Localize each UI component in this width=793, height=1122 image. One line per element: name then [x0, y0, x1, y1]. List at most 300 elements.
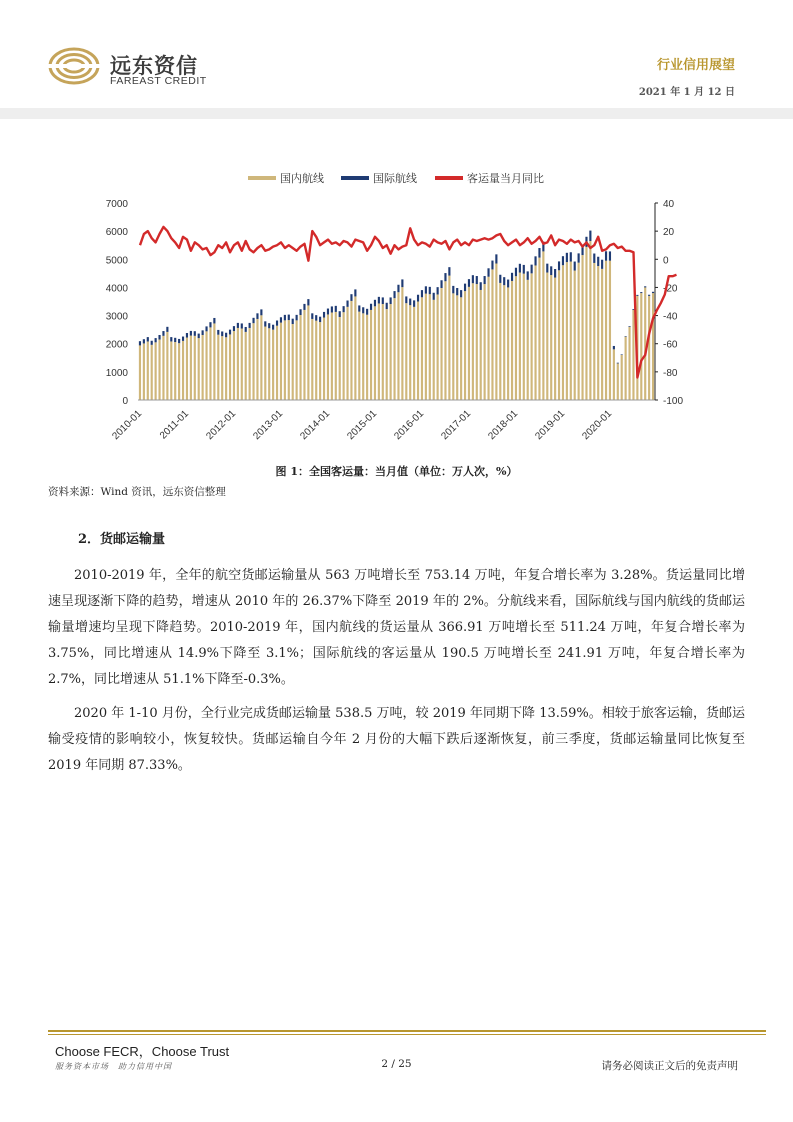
- domestic-bar: [527, 280, 529, 400]
- domestic-bar: [346, 307, 348, 400]
- x-tick-label: 2019-01: [533, 408, 568, 443]
- international-bar: [476, 276, 478, 284]
- international-bar: [429, 287, 431, 294]
- international-bar: [158, 335, 160, 340]
- domestic-bar: [652, 293, 654, 400]
- domestic-bar: [202, 335, 204, 400]
- domestic-bar: [597, 266, 599, 400]
- legend-swatch-3: [435, 176, 463, 180]
- international-bar: [527, 271, 529, 279]
- international-bar: [448, 267, 450, 275]
- international-bar: [511, 273, 513, 281]
- domestic-bar: [190, 336, 192, 400]
- header-divider: [0, 108, 793, 119]
- domestic-bar: [174, 342, 176, 400]
- international-bar: [589, 231, 591, 241]
- x-tick-label: 2018-01: [486, 408, 521, 443]
- international-bar: [460, 290, 462, 297]
- domestic-bar: [534, 265, 536, 400]
- domestic-bar: [632, 310, 634, 400]
- footer-disclaimer: 请务必阅读正文后的免责声明: [601, 1060, 738, 1072]
- international-bar: [538, 248, 540, 258]
- international-bar: [452, 286, 454, 293]
- international-bar: [562, 256, 564, 265]
- domestic-bar: [252, 323, 254, 400]
- international-bar: [574, 262, 576, 271]
- domestic-bar: [209, 327, 211, 400]
- international-bar: [378, 297, 380, 304]
- international-bar: [233, 326, 235, 331]
- domestic-bar: [417, 302, 419, 401]
- x-tick-label: 2015-01: [345, 408, 380, 443]
- international-bar: [276, 320, 278, 325]
- international-bar: [554, 269, 556, 278]
- international-bar: [311, 313, 313, 319]
- legend-label-1: 国内航线: [280, 172, 324, 185]
- x-tick-label: 2010-01: [110, 408, 145, 443]
- domestic-bar: [284, 320, 286, 400]
- international-bar: [268, 323, 270, 328]
- domestic-bar: [425, 294, 427, 400]
- domestic-bar: [323, 318, 325, 400]
- domestic-bar: [393, 298, 395, 400]
- left-tick-label: 1000: [105, 367, 128, 379]
- domestic-bar: [339, 317, 341, 400]
- domestic-bar: [421, 297, 423, 400]
- brand-name-en: FAREAST CREDIT: [110, 75, 207, 87]
- domestic-bar: [382, 304, 384, 400]
- domestic-bar: [272, 330, 274, 400]
- domestic-bar: [401, 287, 403, 400]
- x-tick-label: 2014-01: [298, 408, 333, 443]
- domestic-bar: [268, 328, 270, 400]
- international-bar: [307, 299, 309, 305]
- international-bar: [147, 337, 149, 341]
- legend-label-3: 客运量当月同比: [467, 172, 544, 185]
- domestic-bar: [531, 273, 533, 400]
- international-bar: [534, 256, 536, 265]
- domestic-bar: [213, 323, 215, 400]
- domestic-bar: [315, 321, 317, 400]
- domestic-bar: [613, 349, 615, 400]
- domestic-bar: [147, 341, 149, 400]
- domestic-bar: [519, 273, 521, 400]
- international-bar: [503, 277, 505, 285]
- page-number: 2 / 25: [381, 1058, 412, 1070]
- domestic-bar: [260, 315, 262, 400]
- footer-tagline: 服务资本市场 助力信用中国: [55, 1062, 172, 1071]
- domestic-bar: [354, 296, 356, 400]
- chart-legend: [248, 171, 544, 185]
- domestic-bar: [625, 337, 627, 400]
- international-bar: [570, 252, 572, 261]
- international-bar: [229, 330, 231, 335]
- domestic-bar: [542, 251, 544, 400]
- international-bar: [625, 336, 627, 337]
- domestic-bar: [182, 341, 184, 400]
- domestic-bar: [585, 247, 587, 400]
- left-tick-label: 6000: [105, 227, 128, 239]
- domestic-bar: [205, 331, 207, 400]
- yoy-line: [140, 227, 677, 378]
- international-bar: [421, 290, 423, 297]
- domestic-bar: [495, 264, 497, 400]
- domestic-bar: [151, 345, 153, 400]
- international-bar: [296, 315, 298, 320]
- international-bar: [456, 288, 458, 295]
- footer-divider: [48, 1030, 766, 1032]
- international-bar: [319, 317, 321, 322]
- domestic-bar: [628, 327, 630, 400]
- domestic-bar: [538, 258, 540, 400]
- international-bar: [241, 323, 243, 328]
- domestic-bar: [162, 336, 164, 400]
- international-bar: [499, 275, 501, 283]
- domestic-bar: [307, 305, 309, 400]
- source-note: 资料来源：Wind 资讯，远东资信整理: [48, 486, 226, 498]
- domestic-bar: [640, 293, 642, 400]
- international-bar: [566, 253, 568, 262]
- international-bar: [237, 323, 239, 328]
- domestic-bar: [476, 284, 478, 400]
- domestic-bar: [256, 319, 258, 400]
- domestic-bar: [292, 324, 294, 400]
- international-bar: [597, 257, 599, 266]
- domestic-bar: [358, 312, 360, 400]
- domestic-bar: [581, 255, 583, 400]
- international-bar: [252, 318, 254, 323]
- domestic-bar: [437, 294, 439, 400]
- international-bar: [221, 331, 223, 336]
- international-bar: [433, 293, 435, 300]
- international-bar: [358, 305, 360, 311]
- domestic-bar: [480, 290, 482, 400]
- international-bar: [213, 318, 215, 323]
- domestic-bar: [405, 303, 407, 400]
- international-bar: [162, 331, 164, 336]
- international-bar: [366, 309, 368, 315]
- international-bar: [401, 279, 403, 287]
- international-bar: [209, 322, 211, 327]
- domestic-bar: [550, 275, 552, 400]
- domestic-bar: [617, 363, 619, 400]
- international-bar: [343, 306, 345, 312]
- domestic-bar: [429, 294, 431, 400]
- domestic-bar: [433, 300, 435, 400]
- international-bar: [346, 301, 348, 307]
- international-bar: [628, 326, 630, 327]
- domestic-bar: [472, 283, 474, 400]
- domestic-bar: [194, 336, 196, 400]
- domestic-bar: [570, 262, 572, 400]
- international-bar: [519, 264, 521, 273]
- domestic-bar: [350, 301, 352, 400]
- international-bar: [327, 309, 329, 315]
- international-bar: [272, 325, 274, 330]
- international-bar: [303, 304, 305, 310]
- left-tick-label: 4000: [105, 283, 128, 295]
- domestic-bar: [507, 287, 509, 400]
- right-tick-label: -60: [663, 339, 678, 351]
- domestic-bar: [366, 315, 368, 400]
- domestic-bar: [523, 274, 525, 400]
- x-tick-label: 2012-01: [204, 408, 239, 443]
- international-bar: [491, 261, 493, 270]
- domestic-bar: [491, 269, 493, 400]
- domestic-bar: [331, 312, 333, 400]
- international-bar: [202, 330, 204, 335]
- domestic-bar: [143, 343, 145, 400]
- domestic-bar: [170, 341, 172, 400]
- international-bar: [260, 309, 262, 315]
- international-bar: [190, 331, 192, 336]
- international-bar: [264, 321, 266, 326]
- international-bar: [256, 313, 258, 319]
- international-bar: [370, 304, 372, 310]
- domestic-bar: [397, 292, 399, 400]
- domestic-bar: [511, 281, 513, 400]
- x-tick-label: 2017-01: [439, 408, 474, 443]
- right-tick-label: 40: [663, 199, 675, 210]
- domestic-bar: [460, 297, 462, 400]
- domestic-bar: [456, 295, 458, 400]
- international-bar: [143, 339, 145, 343]
- domestic-bar: [264, 327, 266, 400]
- domestic-bar: [621, 355, 623, 400]
- domestic-bar: [343, 312, 345, 400]
- domestic-bar: [241, 329, 243, 400]
- domestic-bar: [303, 310, 305, 400]
- international-bar: [350, 294, 352, 301]
- domestic-bar: [296, 320, 298, 400]
- footer-slogan: Choose FECR，Choose Trust: [55, 1044, 230, 1059]
- body-paragraph: 2010-2019 年，全年的航空货邮运输量从 563 万吨增长至 753.14 万吨，年复合增长率为 3.28%。货运量同比增速呈现逐渐下降的趋势，增速从 2010 年的 26.37%下降至 2019 年的 2%。分航线来看，国际航线与国内航线的货邮运输量增速均呈现下降趋势。2010-2019 年，国内航线的货运量从 366.91 万吨增长至 511.24 万吨，年复合增长率为 3.75%，同比增速从 14.9%下降至 3.1%；国际航线的客运量从 190.5 万吨增长至 241.91 万吨，年复合增长率为 2.7%，同比增速从 51.1%下降至-0.3%。: [48, 568, 746, 687]
- domestic-bar: [605, 261, 607, 400]
- domestic-bar: [444, 281, 446, 400]
- international-bar: [425, 286, 427, 293]
- domestic-bar: [362, 313, 364, 400]
- left-tick-label: 7000: [105, 199, 128, 210]
- domestic-bar: [589, 241, 591, 400]
- domestic-bar: [515, 276, 517, 400]
- page-header: [0, 0, 793, 120]
- international-bar: [507, 280, 509, 288]
- domestic-bar: [578, 263, 580, 400]
- right-tick-label: -40: [663, 311, 678, 323]
- international-bar: [472, 275, 474, 283]
- international-bar: [315, 315, 317, 320]
- international-bar: [550, 266, 552, 275]
- domestic-bar: [554, 278, 556, 400]
- domestic-bar: [249, 328, 251, 400]
- international-bar: [292, 319, 294, 324]
- international-bar: [397, 285, 399, 292]
- international-bar: [593, 254, 595, 263]
- domestic-bar: [311, 319, 313, 400]
- domestic-bar: [166, 332, 168, 400]
- international-bar: [480, 282, 482, 290]
- international-bar: [339, 311, 341, 317]
- international-bar: [417, 295, 419, 302]
- international-bar: [578, 253, 580, 262]
- right-tick-label: 20: [663, 227, 675, 239]
- international-bar: [249, 323, 251, 328]
- international-bar: [186, 333, 188, 338]
- domestic-bar: [225, 337, 227, 400]
- domestic-bar: [487, 277, 489, 400]
- international-bar: [484, 276, 486, 284]
- international-bar: [531, 265, 533, 274]
- right-tick-label: -80: [663, 367, 678, 379]
- international-bar: [523, 265, 525, 274]
- domestic-bar: [229, 334, 231, 400]
- international-bar: [280, 317, 282, 322]
- international-bar: [640, 292, 642, 293]
- international-bar: [609, 251, 611, 260]
- domestic-bar: [139, 345, 141, 400]
- domestic-bar: [158, 339, 160, 400]
- international-bar: [405, 296, 407, 303]
- domestic-bar: [409, 305, 411, 400]
- domestic-bar: [178, 343, 180, 400]
- domestic-bar: [566, 262, 568, 400]
- international-bar: [139, 341, 141, 345]
- domestic-bar: [276, 326, 278, 400]
- figure-caption: 图 1：全国客运量：当月值（单位：万人次，%）: [275, 465, 518, 478]
- international-bar: [390, 297, 392, 304]
- domestic-bar: [562, 265, 564, 400]
- domestic-bar: [327, 314, 329, 400]
- footer-divider-thin: [48, 1034, 766, 1035]
- domestic-bar: [503, 285, 505, 400]
- domestic-bar: [452, 293, 454, 400]
- international-bar: [617, 363, 619, 364]
- international-bar: [437, 287, 439, 294]
- left-tick-label: 5000: [105, 255, 128, 267]
- international-bar: [440, 280, 442, 288]
- legend-swatch-1: [248, 176, 276, 180]
- legend-swatch-2: [341, 176, 369, 180]
- domestic-bar: [448, 276, 450, 400]
- domestic-bar: [386, 309, 388, 400]
- domestic-bar: [370, 310, 372, 400]
- international-bar: [613, 346, 615, 349]
- international-bar: [468, 279, 470, 287]
- international-bar: [284, 315, 286, 320]
- international-bar: [464, 284, 466, 291]
- x-tick-label: 2016-01: [392, 408, 427, 443]
- body-paragraph: 2020 年 1-10 月份，全行业完成货邮运输量 538.5 万吨，较 2019 年同期下降 13.59%。相较于旅客运输，货邮运输受疫情的影响较小，恢复较快。货邮运输自今年 2 月份的大幅下跌后逐渐恢复，前三季度，货邮运输量同比恢复至 2019 年同期 87.33%。: [48, 706, 745, 773]
- domestic-bar: [335, 312, 337, 400]
- right-tick-label: -100: [663, 396, 684, 407]
- international-bar: [386, 303, 388, 309]
- international-bar: [601, 260, 603, 269]
- international-bar: [245, 327, 247, 332]
- domestic-bar: [186, 338, 188, 400]
- domestic-bar: [245, 332, 247, 400]
- domestic-bar: [558, 270, 560, 400]
- report-date: 2021 年 1 月 12 日: [638, 87, 735, 98]
- domestic-bar: [499, 283, 501, 400]
- international-bar: [515, 268, 517, 276]
- domestic-bar: [319, 322, 321, 400]
- domestic-bar: [546, 273, 548, 400]
- international-bar: [166, 327, 168, 332]
- international-bar: [605, 251, 607, 260]
- international-bar: [495, 254, 497, 263]
- domestic-bar: [280, 323, 282, 400]
- domestic-bar: [155, 342, 157, 400]
- brand-logo-icon: [48, 46, 100, 86]
- domestic-bar: [221, 336, 223, 400]
- international-bar: [621, 354, 623, 355]
- domestic-bar: [378, 303, 380, 400]
- domestic-bar: [217, 335, 219, 400]
- international-bar: [151, 341, 153, 345]
- x-tick-label: 2011-01: [157, 408, 192, 442]
- international-bar: [648, 295, 650, 296]
- domestic-bar: [374, 306, 376, 400]
- domestic-bar: [609, 261, 611, 400]
- domestic-bar: [299, 315, 301, 400]
- international-bar: [644, 286, 646, 287]
- section-heading: 2．货邮运输量: [78, 532, 166, 547]
- international-bar: [331, 306, 333, 312]
- international-bar: [393, 291, 395, 298]
- international-bar: [636, 295, 638, 296]
- domestic-bar: [484, 284, 486, 400]
- domestic-bar: [574, 271, 576, 400]
- domestic-bar: [648, 296, 650, 400]
- international-bar: [444, 273, 446, 281]
- left-tick-label: 0: [122, 396, 128, 407]
- chart-line: [140, 227, 677, 378]
- international-bar: [198, 334, 200, 339]
- domestic-bar: [468, 287, 470, 400]
- right-tick-label: 0: [663, 255, 669, 267]
- international-bar: [299, 309, 301, 315]
- international-bar: [546, 264, 548, 273]
- x-tick-label: 2020-01: [580, 408, 615, 443]
- international-bar: [174, 338, 176, 342]
- chart-bars: [139, 231, 654, 400]
- international-bar: [558, 261, 560, 270]
- international-bar: [205, 326, 207, 331]
- international-bar: [323, 312, 325, 318]
- international-bar: [217, 330, 219, 335]
- left-tick-label: 2000: [105, 339, 128, 351]
- domestic-bar: [593, 263, 595, 400]
- domestic-bar: [288, 320, 290, 400]
- international-bar: [288, 315, 290, 320]
- international-bar: [374, 300, 376, 306]
- domestic-bar: [198, 338, 200, 400]
- international-bar: [409, 299, 411, 306]
- international-bar: [382, 297, 384, 304]
- international-bar: [487, 268, 489, 276]
- international-bar: [335, 306, 337, 312]
- domestic-bar: [390, 304, 392, 400]
- right-tick-label: -20: [663, 283, 678, 295]
- international-bar: [182, 337, 184, 341]
- international-bar: [155, 338, 157, 342]
- x-tick-label: 2013-01: [251, 408, 286, 443]
- left-tick-label: 3000: [105, 311, 128, 323]
- domestic-bar: [233, 331, 235, 400]
- brand-name-cn: 远东资信: [110, 54, 198, 78]
- domestic-bar: [601, 269, 603, 400]
- legend-label-2: 国际航线: [373, 172, 417, 185]
